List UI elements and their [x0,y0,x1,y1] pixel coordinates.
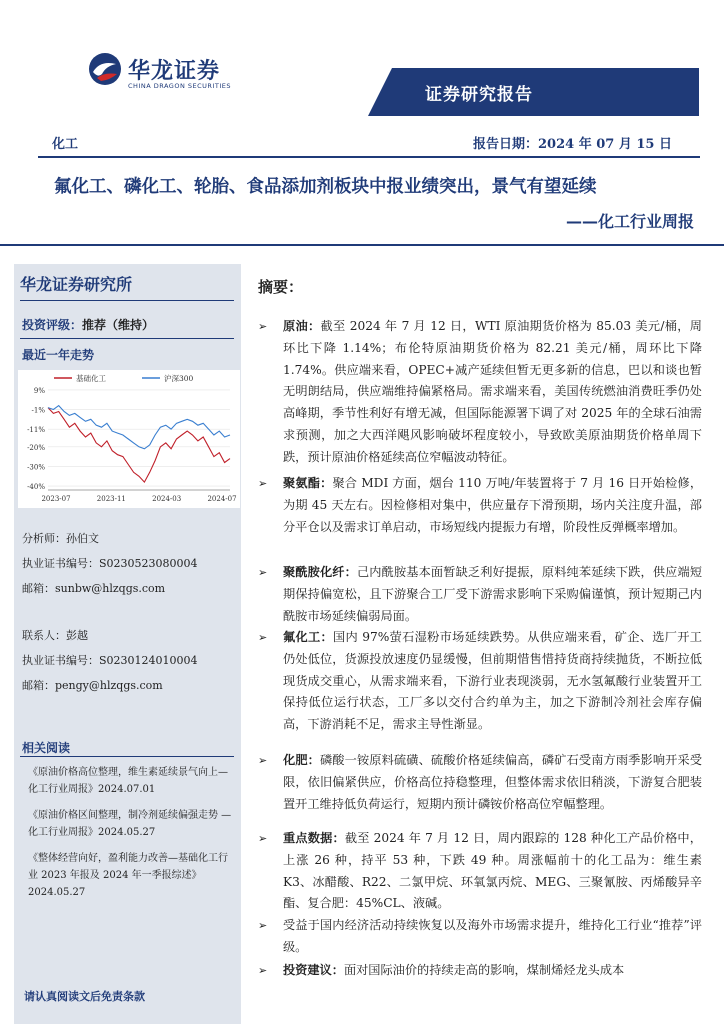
arrow-bullet-icon: ➢ [258,832,268,845]
arrow-bullet-icon: ➢ [258,566,268,579]
report-type-banner [368,68,699,116]
analyst-email[interactable]: 邮箱：sunbw@hlzqgs.com [22,582,166,595]
contact-name: 联系人：彭越 [22,629,88,642]
x-tick-label: 2023-11 [96,495,126,503]
brand-name: 华龙证券 [128,59,221,84]
arrow-bullet-icon: ➢ [258,964,268,977]
institute-name: 华龙证券研究所 [20,275,133,294]
paragraph-text: 截至 2024 年 7 月 12 日，周内跟踪的 128 种化工产品价格中，上涨 26 种，持平 53 种，下跌 49 种。周涨幅前十的化工品为：维生素 K3、冰醋酸、R22、二氯甲烷、环氧氯丙烷、MEG、三聚氰胺、丙烯酸异辛酯、复合肥：45%CL、液碱。 [283,831,702,911]
summary-paragraph [258,627,702,736]
arrow-bullet-icon: ➢ [258,919,268,932]
report-subtitle: ——化工行业周报 [565,212,694,231]
y-tick-label: -30% [27,463,45,472]
paragraph-text: 磷酸一铵原料硫磺、硫酸价格延续偏高，磷矿石受南方雨季影响开采受限，依旧偏紧供应，价格高位持稳整理，但整体需求依旧稍淡，下游复合肥装置开工维持低负荷运行，短期内预计磷铵价格高位窄幅整理。 [283,753,703,811]
contact-email[interactable]: 邮箱：pengy@hlzqgs.com [22,679,163,692]
report-date: 报告日期：2024 年 07 月 15 日 [473,137,672,152]
disclaimer-note: 请认真阅读文后免责条款 [24,990,145,1003]
arrow-bullet-icon: ➢ [258,754,268,767]
trend-chart [18,370,240,508]
sidebar-divider [20,756,234,757]
related-item[interactable]: 《原油价格区间整理，制冷剂延续偏强走势 —化工行业周报》2024.05.27 [28,810,232,838]
arrow-bullet-icon: ➢ [258,477,268,490]
paragraph-label: 投资建议： [283,963,344,977]
summary-paragraph [258,915,702,959]
y-tick-label: -40% [27,483,45,492]
y-tick-label: 9% [33,386,45,395]
paragraph-label: 氟化工： [283,630,334,644]
title-divider [0,244,724,246]
paragraph-text: 面对国际油价的持续走高的影响，煤制烯烃龙头成本 [343,963,625,977]
rating-value: 推荐（维持） [82,318,155,332]
paragraph-label: 化肥： [283,753,320,767]
arrow-bullet-icon: ➢ [258,631,268,644]
summary-paragraph [258,828,702,915]
paragraph-label: 重点数据： [283,831,345,845]
report-type-label: 证券研究报告 [425,85,533,105]
paragraph-text: 截至 2024 年 7 月 12 日，WTI 原油期货价格为 85.03 美元/桶，周环比下降 1.14%；布伦特原油期货价格为 82.21 美元/桶，周环比下降 1.74%。供应端来看，OPEC+减产延续但暂无更多新的信息，巴以和谈也暂无明朗结局，供应端维持偏紧格局。需求端来看，美国传统燃油消费旺季仍处高峰期，季节性利好有增无减，但国际能源署下调了对 2025 年的全球石油需求预测，加之大西洋飓风影响破坏程度较小，导致欧美原油期货价格单周下跌，预计原油价格延续高位窄幅波动特征。 [283,319,702,464]
summary-paragraph [258,960,702,982]
summary-paragraph [258,473,702,538]
summary-paragraph [258,316,702,469]
x-tick-label: 2023-07 [41,495,71,503]
legend-label: 沪深300 [164,374,194,383]
related-reading-title: 相关阅读 [22,741,71,755]
rating [22,316,154,333]
contact-cert: 执业证书编号：S0230124010004 [22,654,198,667]
x-tick-label: 2024-03 [152,495,182,503]
rating-label: 投资评级： [22,318,83,332]
summary-paragraph [258,750,702,815]
paragraph-text: 聚合 MDI 方面，烟台 110 万吨/年装置将于 7 月 16 日开始检修，为期 45 天左右。因检修相对集中，供应量存下滑预期，场内关注度升温，部分平仓以及需求订单启动，市场短线内提振力有增，阶段性反弹概率增加。 [283,476,703,534]
report-title: 氟化工、磷化工、轮胎、食品添加剂板块中报业绩突出，景气有望延续 [54,177,597,197]
legend-label: 基础化工 [76,374,106,383]
industry-label: 化工 [52,137,79,152]
header-divider [38,156,700,158]
summary-heading: 摘要： [258,278,304,296]
y-tick-label: -1% [31,406,45,415]
related-item[interactable]: 《整体经营向好，盈利能力改善—基础化工行业 2023 年报及 2024 年一季报综述》2024.05.27 [28,853,228,898]
sidebar-divider [20,300,234,301]
y-tick-label: -20% [27,443,45,452]
analyst-name: 分析师：孙伯文 [22,532,99,545]
paragraph-text: 己内酰胺基本面暂缺乏利好提振，原料纯苯延续下跌，供应端短期保持偏宽松，且下游聚合工厂受下游需求影响下采购偏谨慎，预计短期己内酰胺市场延续偏弱局面。 [283,565,703,623]
paragraph-label: 聚氨酯： [283,476,333,490]
related-item[interactable]: 《原油价格高位整理，维生素延续景气向上—化工行业周报》2024.07.01 [28,767,228,795]
summary-paragraph [258,562,702,627]
arrow-bullet-icon: ➢ [258,320,268,333]
paragraph-text: 受益于国内经济活动持续恢复以及海外市场需求提升，维持化工行业“推荐”评级。 [283,918,702,954]
analyst-cert: 执业证书编号：S0230523080004 [22,557,198,570]
sidebar-divider [20,338,234,339]
x-tick-label: 2024-07 [207,495,237,503]
paragraph-text: 国内 97%萤石湿粉市场延续跌势。从供应端来看，矿企、选厂开工仍处低位，货源投放速度仍显缓慢，但前期惜售惜持货商持续抛货，不断拉低现货成交重心，从需求端来看，下游行业表现淡弱，无水氢氟酸行业装置开工保持低位运行状态，工厂多以交付合约单为主，加之下游制冷剂社会库存偏高，下游消耗不足，需求主导性渐显。 [283,630,702,732]
dragon-logo-icon [88,52,122,86]
y-tick-label: -11% [27,426,45,435]
trend-title: 最近一年走势 [22,348,95,362]
paragraph-label: 聚酰胺化纤： [283,565,357,579]
brand-name-en: CHINA DRAGON SECURITIES [128,82,231,90]
paragraph-label: 原油： [283,319,321,333]
